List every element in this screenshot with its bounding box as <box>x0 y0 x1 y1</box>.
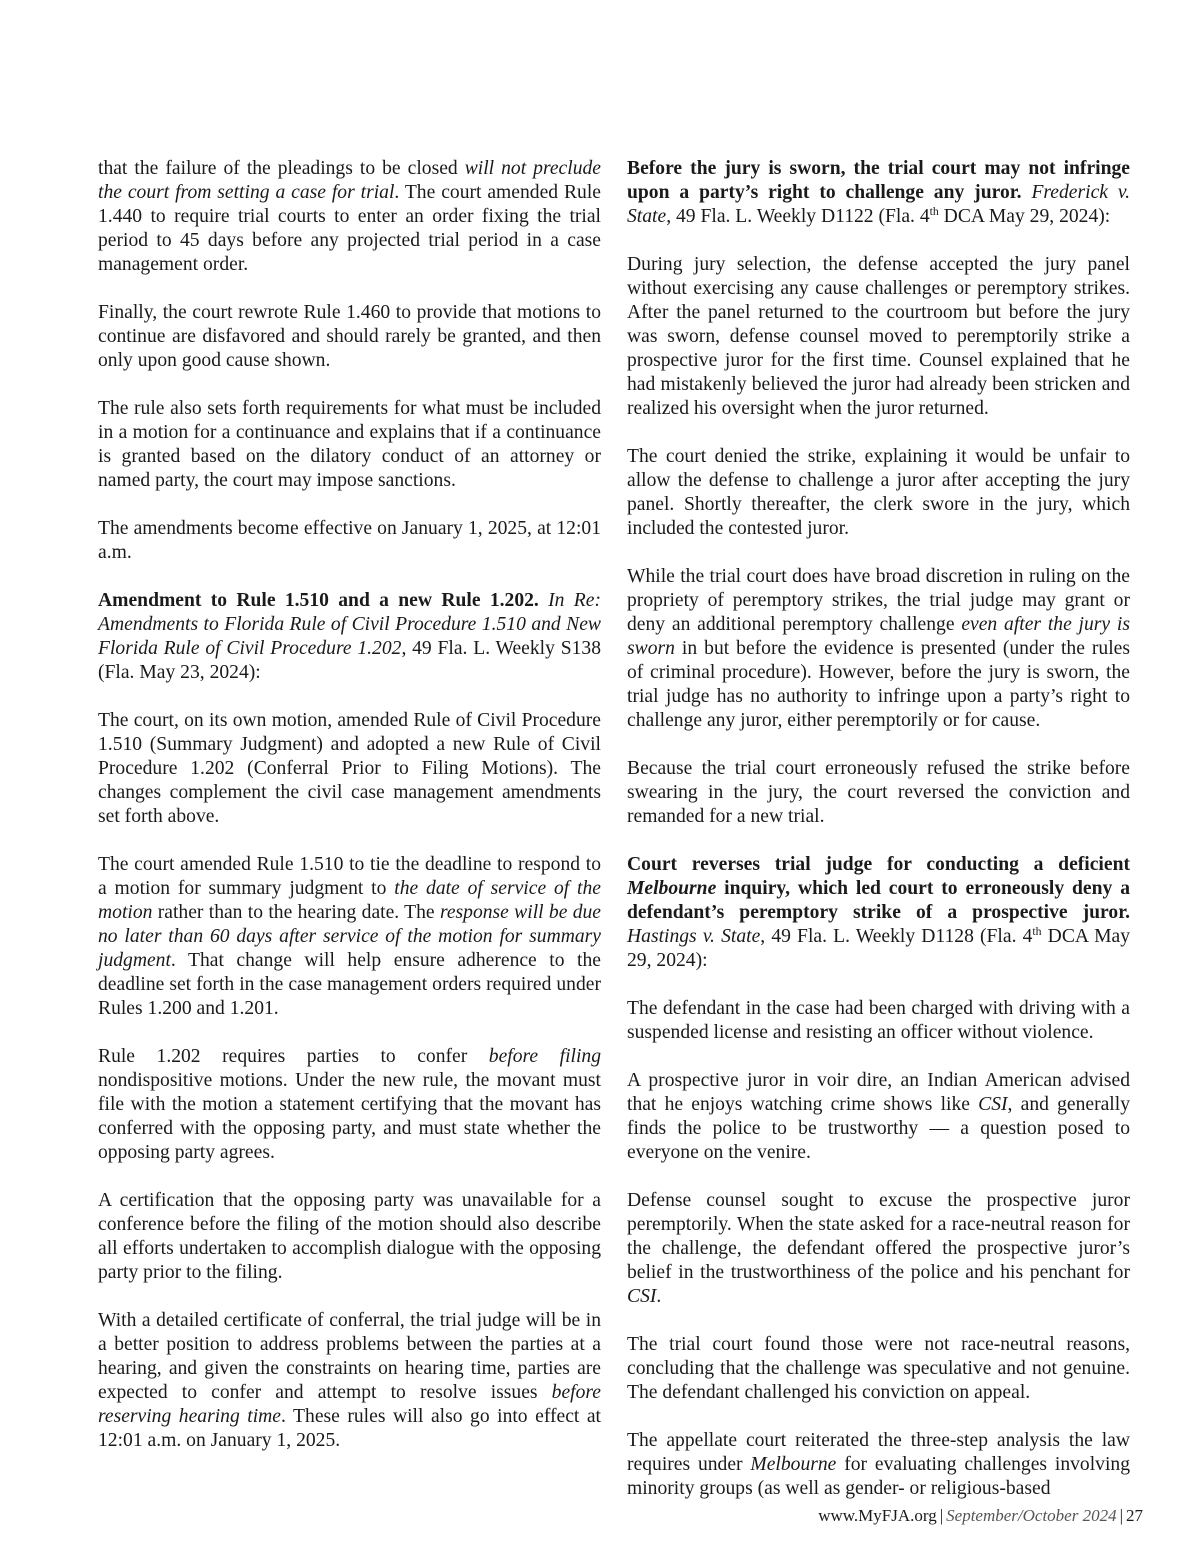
issue-date: September/October 2024 <box>946 1506 1117 1525</box>
text-run: rather than to the hearing date. The <box>152 902 440 923</box>
case-heading-title: Amendment to Rule 1.510 and a new Rule 1.202. <box>98 590 539 611</box>
paragraph <box>98 157 601 277</box>
case-heading <box>627 157 1130 229</box>
case-name: Frederick v. State <box>627 182 1130 227</box>
case-citation: DCA May 29, 2024): <box>627 926 1131 971</box>
ordinal-superscript: th <box>929 204 939 218</box>
text-run: that the failure of the pleadings to be closed <box>98 158 465 179</box>
case-heading-title <box>627 854 1130 923</box>
italic-run: Melbourne <box>750 1454 837 1475</box>
paragraph: The court, on its own motion, amended Rule of Civil Procedure 1.510 (Summary Judgment) and adopted a new Rule of Civil Procedure 1.202 (Conferral Prior to Filing Motions). The changes complement the civil case management amendments set forth above. <box>98 710 601 827</box>
italic-run: CSI <box>627 1286 657 1307</box>
text-run: in but before the evidence is presented (under the rules of criminal procedure). However, before the jury is sworn, the trial judge has no authority to infringe upon a party’s right to challenge any juror, either peremptorily or for cause. <box>627 638 1130 731</box>
text-run: Rule 1.202 requires parties to confer <box>98 1046 489 1067</box>
website-link[interactable]: www.MyFJA.org <box>818 1506 937 1525</box>
paragraph <box>627 1429 1130 1501</box>
text-run: . <box>656 1286 662 1307</box>
paragraph: A certification that the opposing party was unavailable for a conference before the filing of the motion should also describe all efforts undertaken to accomplish dialogue with the opposing party prior to the filing. <box>98 1190 601 1283</box>
paragraph: During jury selection, the defense accepted the jury panel without exercising any cause challenges or peremptory strikes. After the panel returned to the courtroom but before the jury was sworn, defense counsel moved to peremptorily strike a prospective juror for the first time. Counsel explained that he had mistakenly believed the juror had already been stricken and realized his oversight when the juror returned. <box>627 254 1130 419</box>
italic-run: will not preclude the court from setting a case for trial <box>98 158 601 203</box>
text-run: , and generally finds the police to be trustworthy — a question posed to everyone on the venire. <box>627 1094 1130 1163</box>
case-citation: , 49 Fla. L. Weekly D1122 (Fla. 4 <box>666 206 930 227</box>
italic-run: CSI <box>978 1094 1008 1115</box>
paragraph <box>627 1189 1130 1309</box>
text-run: The appellate court reiterated the three-step analysis the law requires under <box>627 1430 1130 1475</box>
italic-run: even after the jury is sworn <box>627 614 1130 659</box>
italic-run: before filing <box>488 1046 601 1067</box>
paragraph: The amendments become effective on January 1, 2025, at 12:01 a.m. <box>98 518 601 563</box>
text-run: Court reverses trial judge for conducting a deficient <box>627 854 1130 875</box>
case-heading <box>98 589 601 685</box>
case-citation: , 49 Fla. L. Weekly D1128 (Fla. 4 <box>760 926 1033 947</box>
text-run: nondispositive motions. Under the new rule, the movant must file with the motion a statement certifying that the movant has conferred with the opposing party, and must state whether the opposing party agrees. <box>98 1070 601 1163</box>
paragraph: Finally, the court rewrote Rule 1.460 to provide that motions to continue are disfavored and should rarely be granted, and then only upon good cause shown. <box>98 302 601 371</box>
paragraph <box>627 565 1130 733</box>
paragraph: The defendant in the case had been charged with driving with a suspended license and resisting an officer without violence. <box>627 998 1130 1043</box>
case-heading-title: Before the jury is sworn, the trial court may not infringe upon a party’s right to challenge any juror. <box>627 158 1130 203</box>
page-footer <box>818 1505 1143 1527</box>
text-run: Defense counsel sought to excuse the prospective juror peremptorily. When the state asked for a race-neutral reason for the challenge, the defendant offered the prospective juror’s belief in the trustworthiness of the police and his penchant for <box>627 1190 1130 1283</box>
paragraph <box>98 1045 601 1165</box>
footer-separator: | <box>939 1506 944 1525</box>
text-run: The court amended Rule 1.510 to tie the deadline to respond to a motion for summary judgment to <box>98 854 601 899</box>
right-column <box>627 157 1130 1501</box>
paragraph: The court denied the strike, explaining it would be unfair to allow the defense to challenge a juror after accepting the jury panel. Shortly thereafter, the clerk swore in the jury, which included the contested juror. <box>627 446 1130 539</box>
text-run: While the trial court does have broad discretion in ruling on the propriety of peremptory strikes, the trial judge may grant or deny an additional peremptory challenge <box>627 566 1130 635</box>
text-run: With a detailed certificate of conferral, the trial judge will be in a better position to address problems between the parties at a hearing, and given the constraints on hearing time, parties are expected to confer and attempt to resolve issues <box>98 1310 601 1403</box>
paragraph <box>627 1069 1130 1165</box>
page-number: 27 <box>1126 1506 1143 1525</box>
text-run: inquiry, which led court to erroneously deny a defendant’s peremptory strike of a prospective juror. <box>627 878 1130 923</box>
text-run: . That change will help ensure adherence to the deadline set forth in the case management orders required under Rules 1.200 and 1.201. <box>98 950 601 1019</box>
text-run: for evaluating challenges involving minority groups (as well as gender- or religious-based <box>627 1454 1131 1499</box>
paragraph: The rule also sets forth requirements for what must be included in a motion for a continuance and explains that if a continuance is granted based on the dilatory conduct of an attorney or named party, the court may impose sanctions. <box>98 398 601 491</box>
text-run: . The court amended Rule 1.440 to require trial courts to enter an order fixing the trial period to 45 days before any projected trial period in a case management order. <box>98 182 601 275</box>
italic-run: Melbourne <box>627 878 717 899</box>
paragraph: The trial court found those were not race-neutral reasons, concluding that the challenge was speculative and not genuine. The defendant challenged his conviction on appeal. <box>627 1334 1130 1403</box>
case-citation: , 49 Fla. L. Weekly S138 (Fla. May 23, 2024): <box>98 638 601 683</box>
case-name: Hastings v. State <box>627 926 761 947</box>
case-name: In Re: Amendments to Florida Rule of Civil Procedure 1.510 and New Florida Rule of Civil Procedure 1.202 <box>98 590 601 659</box>
paragraph <box>98 853 601 1021</box>
italic-run: the date of service of the motion <box>98 878 601 923</box>
case-citation: DCA May 29, 2024): <box>938 206 1111 227</box>
footer-separator: | <box>1119 1506 1123 1525</box>
text-run: . These rules will also go into effect at 12:01 a.m. on January 1, 2025. <box>98 1406 602 1451</box>
ordinal-superscript: th <box>1032 924 1042 938</box>
paragraph <box>98 1309 601 1453</box>
case-heading <box>627 853 1130 973</box>
italic-run: response will be due no later than 60 days after service of the motion for summary judgment <box>98 902 601 971</box>
text-run: A prospective juror in voir dire, an Indian American advised that he enjoys watching crime shows like <box>627 1070 1130 1115</box>
left-column <box>98 157 601 1453</box>
italic-run: before reserving hearing time <box>98 1382 601 1427</box>
paragraph: Because the trial court erroneously refused the strike before swearing in the jury, the court reversed the conviction and remanded for a new trial. <box>627 758 1130 827</box>
